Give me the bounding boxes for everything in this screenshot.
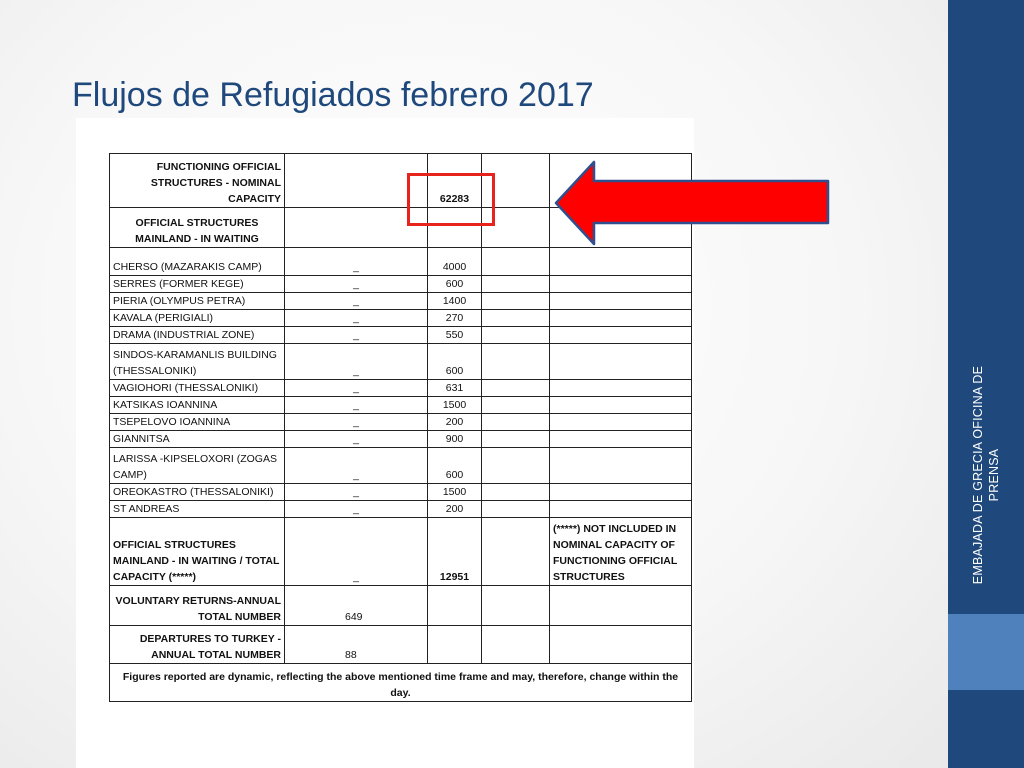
voluntary-returns-row [110,586,692,626]
red-arrow-icon [554,160,830,246]
site-name: OREOKASTRO (THESSALONIKI) [110,484,285,501]
site-capacity: 1500 [428,484,482,501]
site-name: ST ANDREAS [110,501,285,518]
total-capacity-row [110,518,692,586]
site-capacity: 200 [428,414,482,431]
table-row [110,276,692,293]
footnote-row [110,664,692,702]
site-capacity: 1500 [428,397,482,414]
site-name: DRAMA (INDUSTRIAL ZONE) [110,327,285,344]
site-col2: _ [285,397,428,414]
sidebar-accent-block [948,614,1024,690]
site-col2: _ [285,431,428,448]
total-capacity-label: OFFICIAL STRUCTURES MAINLAND - IN WAITING / TOTAL CAPACITY (*****) [110,518,285,586]
table-row [110,248,692,276]
table-row [110,344,692,380]
site-capacity: 270 [428,310,482,327]
site-col2: _ [285,501,428,518]
total-capacity-value: 12951 [428,518,482,586]
table-row [110,310,692,327]
site-name: LARISSA -KIPSELOXORI (ZOGAS CAMP) [110,448,285,484]
site-name: CHERSO (MAZARAKIS CAMP) [110,248,285,276]
total-col2: _ [285,518,428,586]
site-capacity: 631 [428,380,482,397]
site-col2: _ [285,380,428,397]
site-col2: _ [285,414,428,431]
nominal-capacity-value: 62283 [428,154,482,208]
site-col2: _ [285,327,428,344]
site-capacity: 900 [428,431,482,448]
table-row [110,293,692,310]
site-col2: _ [285,310,428,327]
table-row [110,484,692,501]
table-row [110,380,692,397]
table-row [110,431,692,448]
departures-turkey-label: DEPARTURES TO TURKEY - ANNUAL TOTAL NUMBER [110,626,285,664]
site-name: KAVALA (PERIGIALI) [110,310,285,327]
site-name: SERRES (FORMER KEGE) [110,276,285,293]
site-capacity: 200 [428,501,482,518]
departures-turkey-row [110,626,692,664]
total-note: (*****) NOT INCLUDED IN NOMINAL CAPACITY OF FUNCTIONING OFFICIAL STRUCTURES [550,518,692,586]
site-col2: _ [285,344,428,380]
table-row [110,448,692,484]
site-capacity: 600 [428,344,482,380]
slide-title: Flujos de Refugiados febrero 2017 [72,76,594,114]
site-capacity: 4000 [428,248,482,276]
table-row [110,397,692,414]
site-name: TSEPELOVO IOANNINA [110,414,285,431]
nominal-capacity-label: FUNCTIONING OFFICIAL STRUCTURES - NOMINAL CAPACITY [110,154,285,208]
site-col2: _ [285,484,428,501]
site-name: SINDOS-KARAMANLIS BUILDING (THESSALONIKI) [110,344,285,380]
departures-turkey-value: 88 [285,626,428,664]
table-row [110,501,692,518]
site-name: VAGIOHORI (THESSALONIKI) [110,380,285,397]
table-row [110,327,692,344]
voluntary-returns-label: VOLUNTARY RETURNS-ANNUAL TOTAL NUMBER [110,586,285,626]
voluntary-returns-value: 649 [285,586,428,626]
highlight-box [407,173,495,226]
site-capacity: 550 [428,327,482,344]
footnote-text: Figures reported are dynamic, reflecting the above mentioned time frame and may, therefore, change within the day. [110,664,692,702]
site-name: KATSIKAS IOANNINA [110,397,285,414]
site-name: PIERIA (OLYMPUS PETRA) [110,293,285,310]
site-col2: _ [285,448,428,484]
site-col2: _ [285,276,428,293]
site-capacity: 600 [428,276,482,293]
site-capacity: 1400 [428,293,482,310]
in-waiting-header: OFFICIAL STRUCTURES MAINLAND - IN WAITING [110,208,285,248]
site-name: GIANNITSA [110,431,285,448]
sidebar-caption [948,350,1024,600]
site-capacity: 600 [428,448,482,484]
site-col2: _ [285,293,428,310]
table-row [110,414,692,431]
site-col2: _ [285,248,428,276]
sidebar-caption-text: EMBAJADA DE GRECIA OFICINA DE PRENSA [971,365,1001,585]
